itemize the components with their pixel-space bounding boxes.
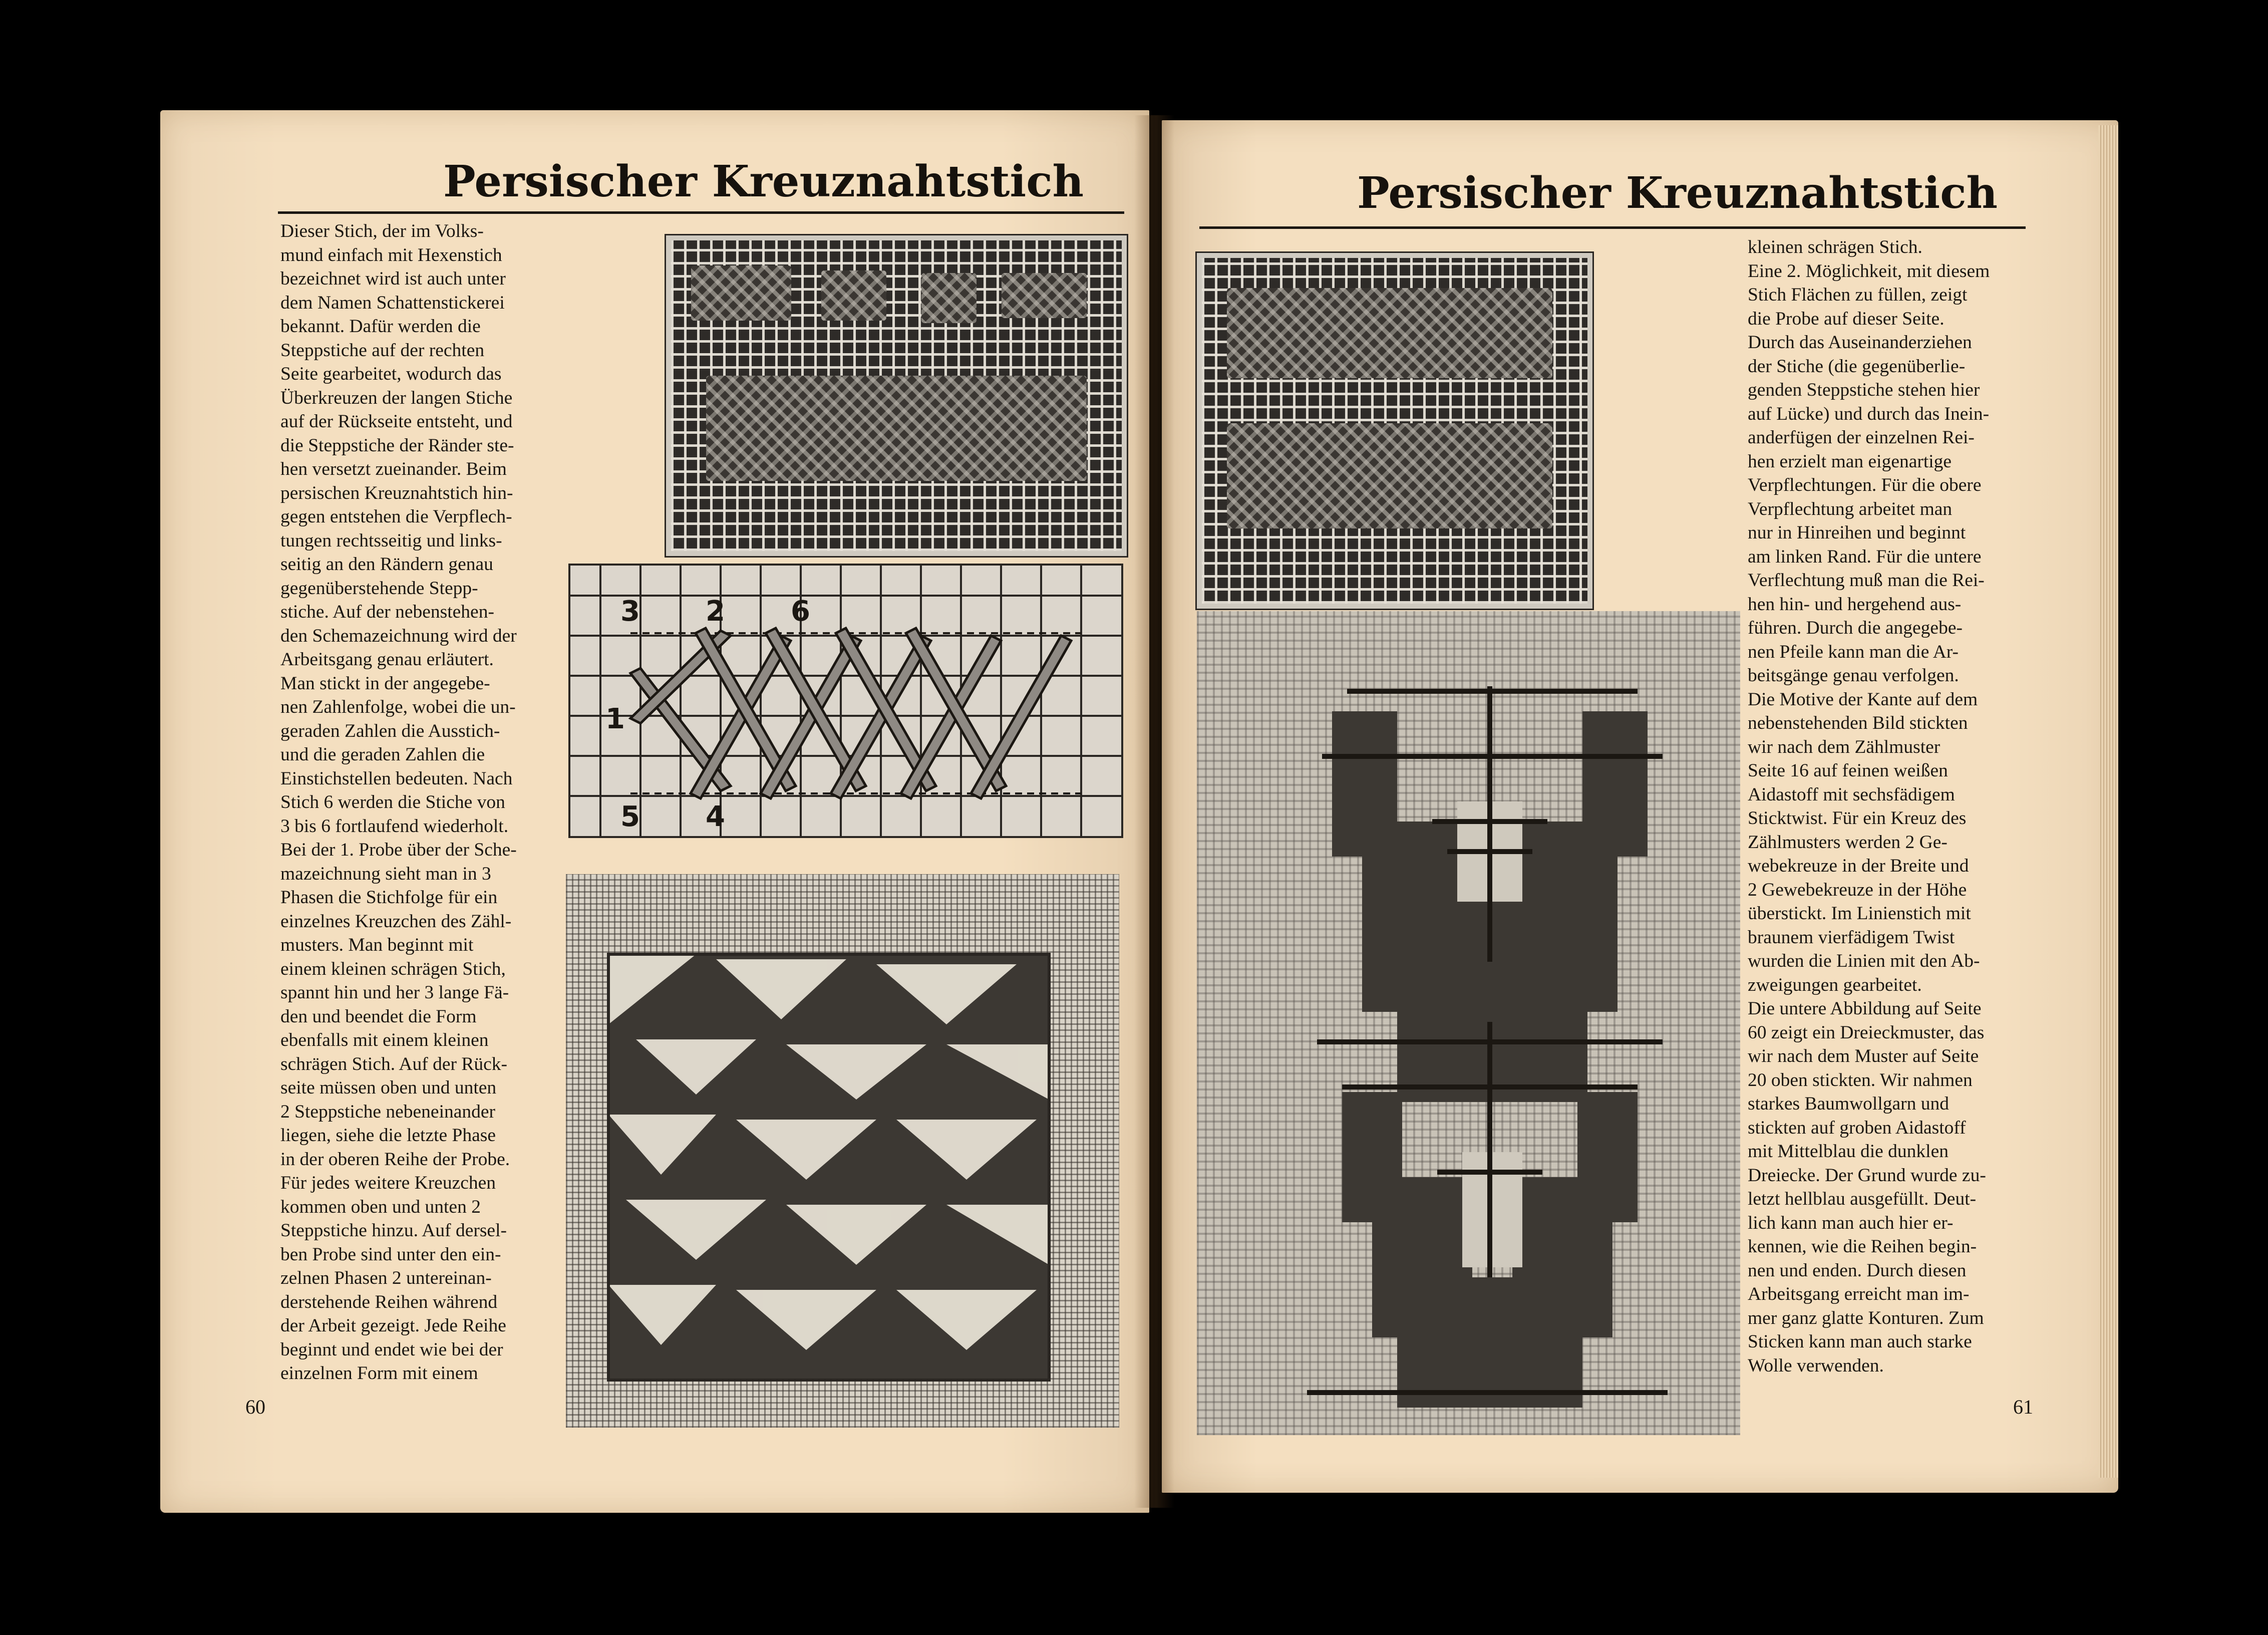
text-line: Verpflechtung arbeitet man: [1748, 498, 1953, 519]
diagram-label: 3: [620, 595, 640, 628]
text-line: Aidastoff mit sechsfädigem: [1748, 784, 1955, 805]
text-line: Zählmusters werden 2 Ge-: [1748, 832, 1948, 853]
stitch-row-sample: [706, 376, 1087, 481]
triangle-pattern-svg: [566, 874, 1119, 1428]
text-line: hen erzielt man eigenartige: [1748, 451, 1952, 472]
book-gutter: [1134, 115, 1174, 1508]
text-line: liegen, siehe die letzte Phase: [280, 1125, 496, 1146]
text-line: beginnt und endet wie bei der: [280, 1339, 503, 1360]
text-line: seitig an den Rändern genau: [280, 554, 493, 575]
left-body-text: [280, 219, 517, 1386]
right-title-rule: [1199, 226, 2026, 229]
text-line: ben Probe sind unter den ein-: [280, 1244, 501, 1265]
text-line: Für jedes weitere Kreuzchen: [280, 1173, 496, 1193]
text-line: 60 zeigt ein Dreieckmuster, das: [1748, 1022, 1985, 1043]
text-line: nen und enden. Durch diesen: [1748, 1260, 1967, 1281]
border-motif-photo: [1197, 611, 1740, 1435]
text-line: hen hin- und hergehend aus-: [1748, 594, 1962, 615]
diagram-label: 5: [620, 800, 640, 833]
text-line: wurden die Linien mit den Ab-: [1748, 951, 1980, 971]
text-line: einzelnen Form mit einem: [280, 1363, 478, 1384]
text-line: nebenstehenden Bild stickten: [1748, 713, 1968, 733]
text-line: und die geraden Zahlen die: [280, 744, 485, 765]
text-line: spannt hin und her 3 lange Fä-: [280, 982, 509, 1003]
text-line: Man stickt in der angegebe-: [280, 673, 490, 694]
text-line: nen Pfeile kann man die Ar-: [1748, 641, 1959, 662]
text-line: mer ganz glatte Konturen. Zum: [1748, 1307, 1984, 1328]
text-line: Sticktwist. Für ein Kreuz des: [1748, 808, 1967, 829]
diagram-stitches: [630, 628, 1071, 798]
lower-interlace-sample: [1227, 423, 1552, 528]
text-line: Stich 6 werden die Stiche von: [280, 792, 505, 812]
text-line: 3 bis 6 fortlaufend wiederholt.: [280, 815, 509, 837]
text-line: wir nach dem Muster auf Seite: [1748, 1046, 1979, 1066]
text-line: auf Lücke) und durch das Inein-: [1748, 403, 1990, 424]
diagram-label: 4: [706, 800, 725, 833]
text-line: zweigungen gearbeitet.: [1748, 974, 1922, 995]
text-line: bezeichnet wird ist auch unter: [280, 268, 506, 289]
text-line: Arbeitsgang erreicht man im-: [1748, 1284, 1970, 1304]
text-line: mazeichnung sieht man in 3: [280, 863, 491, 884]
left-page-title: Persischer Kreuznahtstich: [443, 156, 1084, 207]
text-line: Seite 16 auf feinen weißen: [1748, 760, 1948, 781]
text-line: musters. Man beginnt mit: [280, 935, 474, 955]
upper-interlace-sample: [1227, 288, 1552, 378]
text-line: kennen, wie die Reihen begin-: [1748, 1236, 1977, 1257]
text-line: Steppstiche hinzu. Auf dersel-: [280, 1220, 507, 1241]
text-line: Phasen die Stichfolge für ein: [280, 887, 498, 908]
text-line: bekannt. Dafür werden die: [280, 316, 481, 337]
stitch-phase: [921, 273, 977, 323]
text-line: Verflechtung muß man die Rei-: [1748, 570, 1985, 591]
text-line: Bei der 1. Probe über der Sche-: [280, 840, 517, 860]
text-line: webekreuze in der Breite und: [1748, 856, 1969, 876]
text-line: beitsgänge genau verfolgen.: [1748, 665, 1959, 686]
diagram-label: 1: [605, 703, 625, 735]
border-motif-svg: [1197, 611, 1740, 1435]
text-line: Sticken kann man auch starke: [1748, 1331, 1972, 1352]
text-line: gegen entstehen die Verpflech-: [280, 506, 512, 527]
text-line: starkes Baumwollgarn und: [1748, 1094, 1950, 1114]
text-line: Wolle verwenden.: [1748, 1355, 1884, 1376]
text-line: Verpflechtungen. Für die obere: [1748, 475, 1982, 495]
text-line: der Stiche (die gegenüberlie-: [1748, 356, 1966, 377]
triangle-pattern-photo: [566, 874, 1119, 1428]
stitch-phase: [691, 265, 791, 321]
text-line: kommen oben und unten 2: [280, 1196, 481, 1217]
right-page-edges: [2098, 125, 2118, 1478]
right-page-number: 61: [2013, 1396, 2033, 1418]
text-line: der Arbeit gezeigt. Jede Reihe: [280, 1315, 506, 1336]
text-line: Dreiecke. Der Grund wurde zu-: [1748, 1165, 1986, 1186]
text-line: 2 Gewebekreuze in der Höhe: [1748, 879, 1967, 900]
stitch-phase: [821, 270, 886, 321]
text-line: einem kleinen schrägen Stich,: [280, 958, 506, 979]
text-line: tungen rechtsseitig und links-: [280, 530, 502, 551]
text-line: 20 oben stickten. Wir nahmen: [1748, 1069, 1973, 1091]
right-body-text: [1748, 235, 1990, 1378]
text-line: lich kann man auch hier er-: [1748, 1212, 1954, 1233]
text-line: Steppstiche auf der rechten: [280, 340, 485, 361]
text-line: in der oberen Reihe der Probe.: [280, 1149, 510, 1170]
text-line: nen Zahlenfolge, wobei die un-: [280, 697, 516, 717]
text-line: Die untere Abbildung auf Seite: [1748, 998, 1982, 1019]
text-line: nur in Hinreihen und beginnt: [1748, 522, 1966, 543]
text-line: auf der Rückseite entsteht, und: [280, 411, 513, 432]
text-line: zelnen Phasen 2 untereinan-: [280, 1268, 492, 1288]
text-line: 2 Steppstiche nebeneinander: [280, 1101, 496, 1122]
text-line: stiche. Auf der nebenstehen-: [280, 602, 494, 622]
text-line: den und beendet die Form: [280, 1006, 477, 1027]
schematic-svg: [570, 566, 1121, 836]
text-line: anderfügen der einzelnen Rei-: [1748, 427, 1975, 448]
text-line: geraden Zahlen die Ausstich-: [280, 720, 500, 741]
text-line: Eine 2. Möglichkeit, mit diesem: [1748, 260, 1990, 282]
stitch-phase: [1002, 273, 1087, 318]
text-line: Seite gearbeitet, wodurch das: [280, 364, 502, 384]
text-line: Die Motive der Kante auf dem: [1748, 689, 1978, 710]
text-line: Überkreuzen der langen Stiche: [280, 387, 513, 408]
text-line: führen. Durch die angegebe-: [1748, 618, 1963, 638]
text-line: genden Steppstiche stehen hier: [1748, 380, 1980, 400]
text-line: persischen Kreuznahtstich hin-: [280, 482, 513, 503]
text-line: schrägen Stich. Auf der Rück-: [280, 1053, 508, 1074]
text-line: stickten auf groben Aidastoff: [1748, 1117, 1966, 1138]
text-line: gegenüberstehende Stepp-: [280, 578, 478, 599]
text-line: letzt hellblau ausgefüllt. Deut-: [1748, 1189, 1977, 1209]
text-line: einzelnes Kreuzchen des Zähl-: [280, 911, 512, 932]
text-line: Durch das Auseinanderziehen: [1748, 332, 1972, 353]
text-line: den Schemazeichnung wird der: [280, 625, 517, 646]
stitch-schematic-diagram: [568, 564, 1123, 838]
stitch-sample-photo-right: [1197, 253, 1592, 609]
text-line: am linken Rand. Für die untere: [1748, 546, 1982, 567]
stitch-sample-photo-top: [666, 235, 1127, 556]
text-line: dem Namen Schattenstickerei: [280, 292, 505, 313]
left-title-rule: [278, 211, 1124, 214]
diagram-label: 2: [706, 595, 725, 628]
text-line: Einstichstellen bedeuten. Nach: [280, 768, 513, 789]
text-line: derstehende Reihen während: [280, 1291, 498, 1312]
text-line: wir nach dem Zählmuster: [1748, 736, 1940, 757]
text-line: mund einfach mit Hexenstich: [280, 244, 502, 265]
text-line: kleinen schrägen Stich.: [1748, 237, 1922, 257]
text-line: die Steppstiche der Ränder ste-: [280, 435, 514, 456]
text-line: ebenfalls mit einem kleinen: [280, 1030, 489, 1050]
text-line: Dieser Stich, der im Volks-: [280, 221, 484, 241]
text-line: hen versetzt zueinander. Beim: [280, 459, 507, 479]
text-line: mit Mittelblau die dunklen: [1748, 1141, 1949, 1162]
text-line: überstickt. Im Linienstich mit: [1748, 903, 1971, 924]
text-line: die Probe auf dieser Seite.: [1748, 308, 1945, 329]
text-line: seite müssen oben und unten: [280, 1077, 497, 1098]
diagram-label: 6: [791, 595, 810, 628]
text-line: Stich Flächen zu füllen, zeigt: [1748, 285, 1968, 305]
text-line: Arbeitsgang genau erläutert.: [280, 649, 494, 670]
left-page-number: 60: [245, 1396, 265, 1418]
text-line: braunem vierfädigem Twist: [1748, 927, 1955, 948]
right-page-title: Persischer Kreuznahtstich: [1357, 168, 1998, 218]
